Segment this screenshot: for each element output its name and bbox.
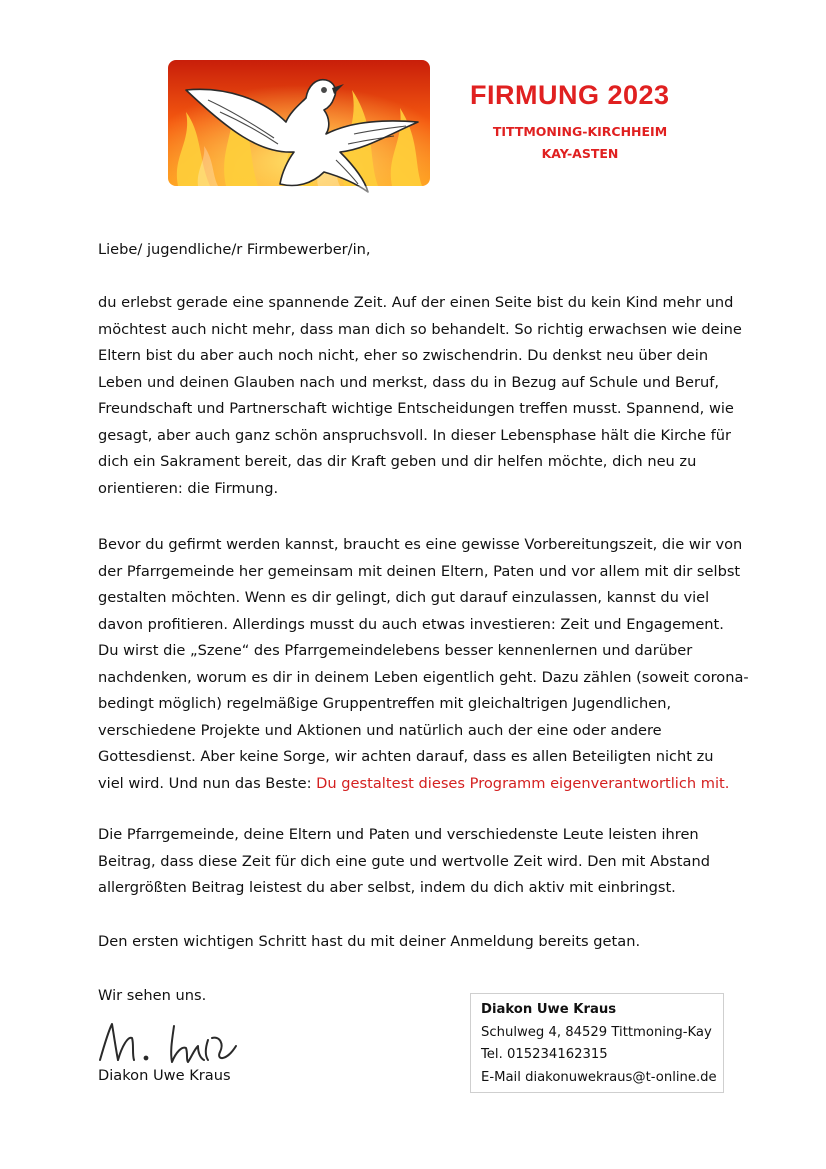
text-line: allergrößten Beitrag leistest du aber selbst, indem du dich aktiv mit einbringst. <box>98 879 676 896</box>
signer-name: Diakon Uwe Kraus <box>98 1067 231 1084</box>
text-line: möchtest auch nicht mehr, dass man dich so behandelt. So richtig erwachsen wie deine <box>98 320 742 338</box>
contact-address: Schulweg 4, 84529 Tittmoning-Kay <box>481 1024 712 1040</box>
paragraph-contribution <box>98 822 738 902</box>
text-line: Bevor du gefirmt werden kannst, braucht es eine gewisse Vorbereitungszeit, die wir von <box>98 536 743 553</box>
text-line: verschiedene Projekte und Aktionen und natürlich auch der eine oder andere <box>98 721 662 739</box>
text-line: Eltern bist du aber auch noch nicht, eher so zwischendrin. Du denkst neu über dein <box>98 347 709 364</box>
text-line: davon profitieren. Allerdings musst du auch etwas investieren: Zeit und Engagement. <box>98 615 724 633</box>
text-line: Freundschaft und Partnerschaft wichtige Entscheidungen treffen musst. Spannend, wie <box>98 400 734 417</box>
paragraph-intro <box>98 290 742 502</box>
text-line: orientieren: die Firmung. <box>98 479 279 497</box>
text-line-highlight <box>98 771 738 798</box>
subtitle-parish: TITTMONING-KIRCHHEIM <box>492 124 668 139</box>
page-title: FIRMUNG 2023 <box>470 80 670 110</box>
text-line: gesagt, aber auch ganz schön anspruchsvoll. In dieser Lebensphase hält die Kirche für <box>98 426 732 444</box>
dove-flames-image <box>168 60 430 225</box>
text-line: der Pfarrgemeinde her gemeinsam mit deinen Eltern, Paten und vor allem mit dir selbst <box>98 562 741 580</box>
text-line: dich ein Sakrament bereit, das dir Kraft geben und dir helfen möchte, dich neu zu <box>98 453 697 470</box>
text-plain: viel wird. Und nun das Beste: <box>98 774 317 792</box>
paragraph-preparation <box>98 532 749 797</box>
contact-phone: Tel. 015234162315 <box>481 1047 608 1062</box>
text-line: Die Pfarrgemeinde, deine Eltern und Paten und verschiedenste Leute leisten ihren <box>98 826 699 843</box>
contact-box <box>470 993 724 1093</box>
paragraph-first-step: Den ersten wichtigen Schritt hast du mit deiner Anmeldung bereits getan. <box>98 933 641 950</box>
text-line: Du wirst die „Szene“ des Pfarrgemeindelebens besser kennenlernen und darüber <box>98 642 693 659</box>
contact-email: E-Mail diakonuwekraus@t-online.de <box>481 1069 717 1085</box>
letter-greeting: Liebe/ jugendliche/r Firmbewerber/in, <box>98 241 371 258</box>
text-line: gestalten möchten. Wenn es dir gelingt, dich gut darauf einzulassen, kannst du viel <box>98 589 710 606</box>
text-line: bedingt möglich) regelmäßige Gruppentreffen mit gleichaltrigen Jugendlichen, <box>98 695 672 712</box>
text-line: Leben und deinen Glauben nach und merkst, dass du in Bezug auf Schule und Beruf, <box>98 373 720 391</box>
subtitle-location: KAY-ASTEN <box>541 146 619 161</box>
text-line: du erlebst gerade eine spannende Zeit. Auf der einen Seite bist du kein Kind mehr und <box>98 294 734 311</box>
closing-line: Wir sehen uns. <box>98 987 207 1004</box>
text-line: Beitrag, dass diese Zeit für dich eine gute und wertvolle Zeit wird. Den mit Abstand <box>98 852 710 870</box>
signature-image <box>96 1016 246 1068</box>
contact-name: Diakon Uwe Kraus <box>481 1002 617 1017</box>
text-line: Gottesdienst. Aber keine Sorge, wir achten darauf, dass es allen Beteiligten nicht zu <box>98 748 714 765</box>
text-line: nachdenken, worum es dir in deinem Leben eigentlich geht. Dazu zählen (soweit corona- <box>98 668 749 686</box>
highlight-text: Du gestaltest dieses Programm eigenverantwortlich mit. <box>316 774 730 792</box>
